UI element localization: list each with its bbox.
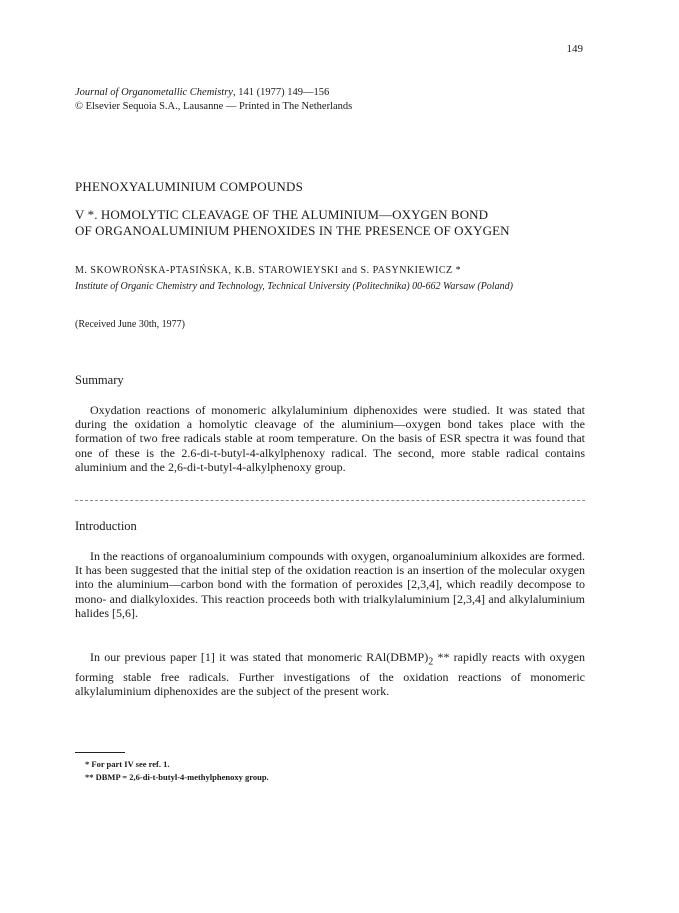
affiliation: Institute of Organic Chemistry and Technology, Technical University (Politechnika) 00-662 Warsaw (Poland) (75, 281, 513, 292)
introduction-paragraph-2 (75, 650, 585, 698)
introduction-heading: Introduction (75, 519, 137, 533)
journal-citation (75, 86, 352, 100)
introduction-text-2a: In our previous paper [1] it was stated that monomeric RAl(DBMP) (90, 650, 429, 664)
footnote-1: * For part IV see ref. 1. (85, 759, 170, 769)
authors: M. SKOWROŃSKA-PTASIŃSKA, K.B. STAROWIEYSKI and S. PASYNKIEWICZ * (75, 265, 462, 276)
footnote-2: ** DBMP = 2,6-di-t-butyl-4-methylphenoxy group. (85, 772, 269, 782)
introduction-text-2b: ** rapidly reacts with oxygen forming stable free radicals. Further investigations of the oxidation reactions of monomeric alkylaluminium diphenoxides are the subject of the present work. (75, 650, 585, 698)
summary-text: Oxydation reactions of monomeric alkylaluminium diphenoxides were studied. It was stated that during the oxidation a homolytic cleavage of the aluminium—oxygen bond takes place with the formation of two free radicals stable at room temperature. On the basis of ESR spectra it was found that one of these is the 2.6-di-t-butyl-4-alkylphenoxy radical. The second, more stable radical contains aluminium and the 2,6-di-t-butyl-4-alkylphenoxy group. (75, 403, 585, 474)
footnote-rule (75, 752, 125, 753)
article-title-line-2: OF ORGANOALUMINIUM PHENOXIDES IN THE PRESENCE OF OXYGEN (75, 223, 510, 238)
received-date: (Received June 30th, 1977) (75, 319, 185, 330)
journal-volume: , 141 (1977) 149—156 (232, 87, 330, 98)
copyright-line: © Elsevier Sequoia S.A., Lausanne — Printed in The Netherlands (75, 101, 353, 112)
page-number: 149 (566, 43, 583, 55)
footnotes (85, 758, 269, 784)
introduction-text-1: In the reactions of organoaluminium compounds with oxygen, organoaluminium alkoxides are formed. It has been suggested that the initial step of the oxidation reaction is an insertion of the molecular oxygen into the aluminium—carbon bond with the formation of peroxides [2,3,4], which readily decompose to mono- and dialkyloxides. This reaction proceeds both with trialkylaluminium [2,3,4] and alkylaluminium halides [5,6]. (75, 549, 585, 620)
article-title-line-1: V *. HOMOLYTIC CLEAVAGE OF THE ALUMINIUM—OXYGEN BOND (75, 207, 489, 222)
summary-heading: Summary (75, 373, 124, 387)
article-title (75, 207, 510, 239)
section-divider (75, 500, 585, 501)
introduction-paragraph-1 (75, 549, 585, 620)
summary-paragraph (75, 403, 585, 474)
journal-name: Journal of Organometallic Chemistry (75, 87, 233, 98)
journal-header (75, 86, 352, 114)
series-title: PHENOXYALUMINIUM COMPOUNDS (75, 179, 304, 194)
subscript-2: 2 (428, 656, 434, 668)
